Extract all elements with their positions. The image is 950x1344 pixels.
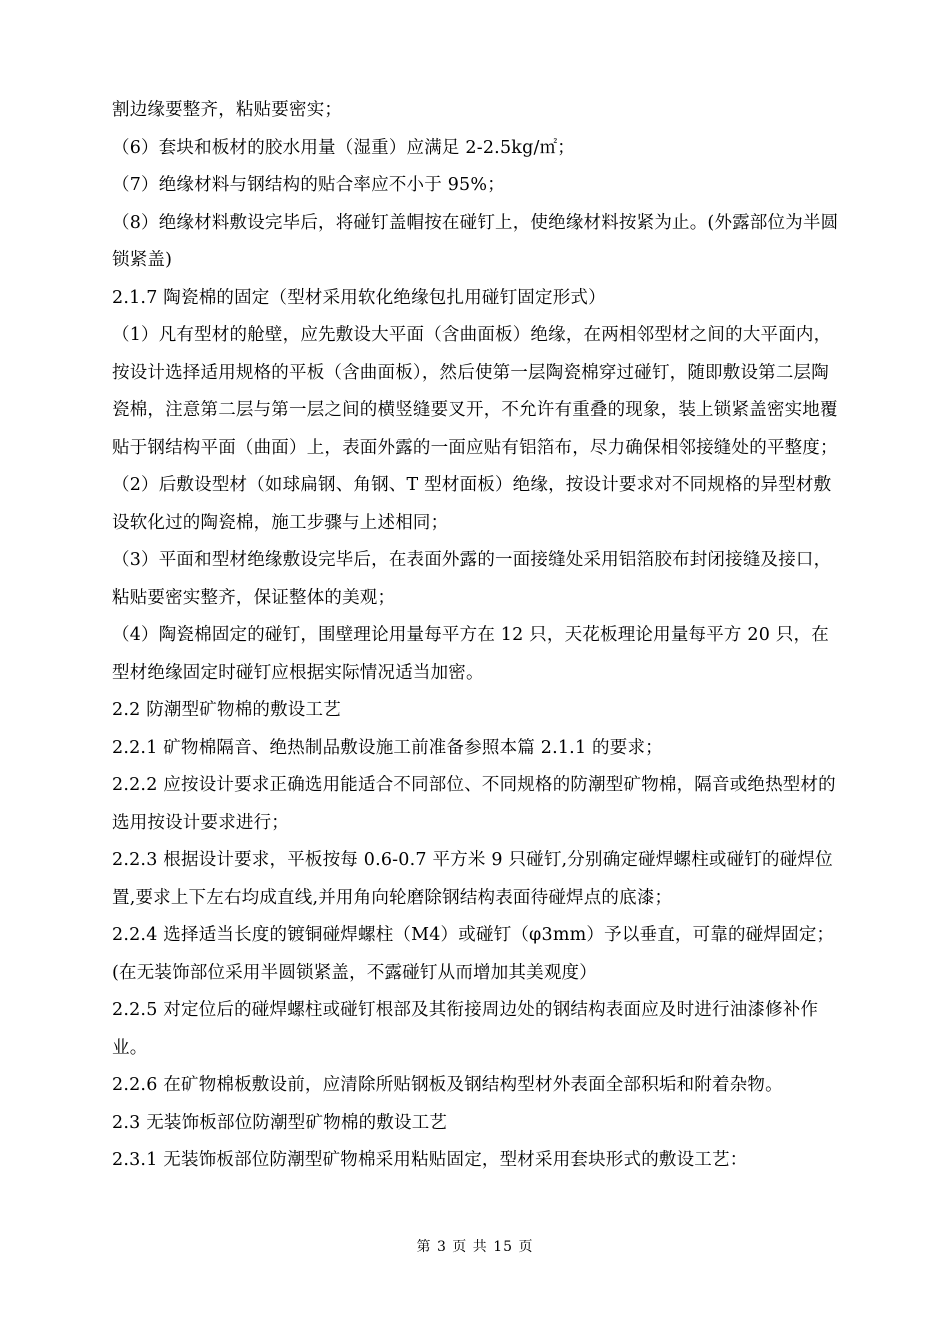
paragraph: （2）后敷设型材（如球扁钢、角钢、T 型材面板）绝缘，按设计要求对不同规格的异型材敷设软化过的陶瓷棉，施工步骤与上述相同； bbox=[112, 475, 832, 533]
paragraph: 2.2.2 应按设计要求正确选用能适合不同部位、不同规格的防潮型矿物棉，隔音或绝热型材的选用按设计要求进行； bbox=[112, 775, 836, 833]
paragraph: （1）凡有型材的舱壁，应先敷设大平面（含曲面板）绝缘，在两相邻型材之间的大平面内，按设计选择适用规格的平板（含曲面板），然后使第一层陶瓷棉穿过碰钉，随即敷设第二层陶瓷棉，注意第二层与第一层之间的横竖缝要叉开，不允许有重叠的现象，装上锁紧盖密实地覆贴于钢结构平面（曲面）上，表面外露的一面应贴有铝箔布，尽力确保相邻接缝处的平整度； bbox=[112, 325, 838, 458]
paragraph: （8）绝缘材料敷设完毕后，将碰钉盖帽按在碰钉上，使绝缘材料按紧为止。(外露部位为半圆锁紧盖) bbox=[112, 212, 839, 270]
paragraph: 2.2.1 矿物棉隔音、绝热制品敷设施工前准备参照本篇 2.1.1 的要求； bbox=[112, 737, 663, 758]
page-footer: 第 3 页 共 15 页 bbox=[416, 1239, 534, 1255]
paragraph: （4）陶瓷棉固定的碰钉，围壁理论用量每平方在 12 只，天花板理论用量每平方 20 只，在型材绝缘固定时碰钉应根据实际情况适当加密。 bbox=[112, 625, 829, 683]
document-body bbox=[112, 92, 840, 1180]
paragraph: 2.3.1 无装饰板部位防潮型矿物棉采用粘贴固定，型材采用套块形式的敷设工艺： bbox=[112, 1150, 748, 1170]
paragraph: 割边缘要整齐，粘贴要密实； bbox=[112, 100, 343, 120]
paragraph: （6）套块和板材的胶水用量（湿重）应满足 2-2.5kg/㎡； bbox=[112, 137, 575, 158]
paragraph: （7）绝缘材料与钢结构的贴合率应不小于 95%； bbox=[112, 175, 505, 195]
paragraph: 2.2.4 选择适当长度的镀铜碰焊螺柱（M4）或碰钉（φ3mm）予以垂直，可靠的碰焊固定；(在无装饰部位采用半圆锁紧盖，不露碰钉从而增加其美观度） bbox=[112, 925, 835, 983]
paragraph: 2.2.3 根据设计要求，平板按每 0.6-0.7 平方米 9 只碰钉,分别确定碰焊螺柱或碰钉的碰焊位置,要求上下左右均成直线,并用角向轮磨除钢结构表面待碰焊点的底漆； bbox=[112, 850, 833, 908]
section-heading: 2.2 防潮型矿物棉的敷设工艺 bbox=[112, 700, 341, 720]
paragraph: 2.2.5 对定位后的碰焊螺柱或碰钉根部及其衔接周边处的钢结构表面应及时进行油漆修补作业。 bbox=[112, 1000, 819, 1058]
paragraph: （3）平面和型材绝缘敷设完毕后，在表面外露的一面接缝处采用铝箔胶布封闭接缝及接口，粘贴要密实整齐，保证整体的美观； bbox=[112, 550, 832, 608]
section-heading: 2.3 无装饰板部位防潮型矿物棉的敷设工艺 bbox=[112, 1112, 448, 1133]
paragraph: 2.2.6 在矿物棉板敷设前，应清除所贴钢板及钢结构型材外表面全部积垢和附着杂物。 bbox=[112, 1075, 783, 1095]
section-heading: 2.1.7 陶瓷棉的固定（型材采用软化绝缘包扎用碰钉固定形式） bbox=[112, 287, 606, 308]
